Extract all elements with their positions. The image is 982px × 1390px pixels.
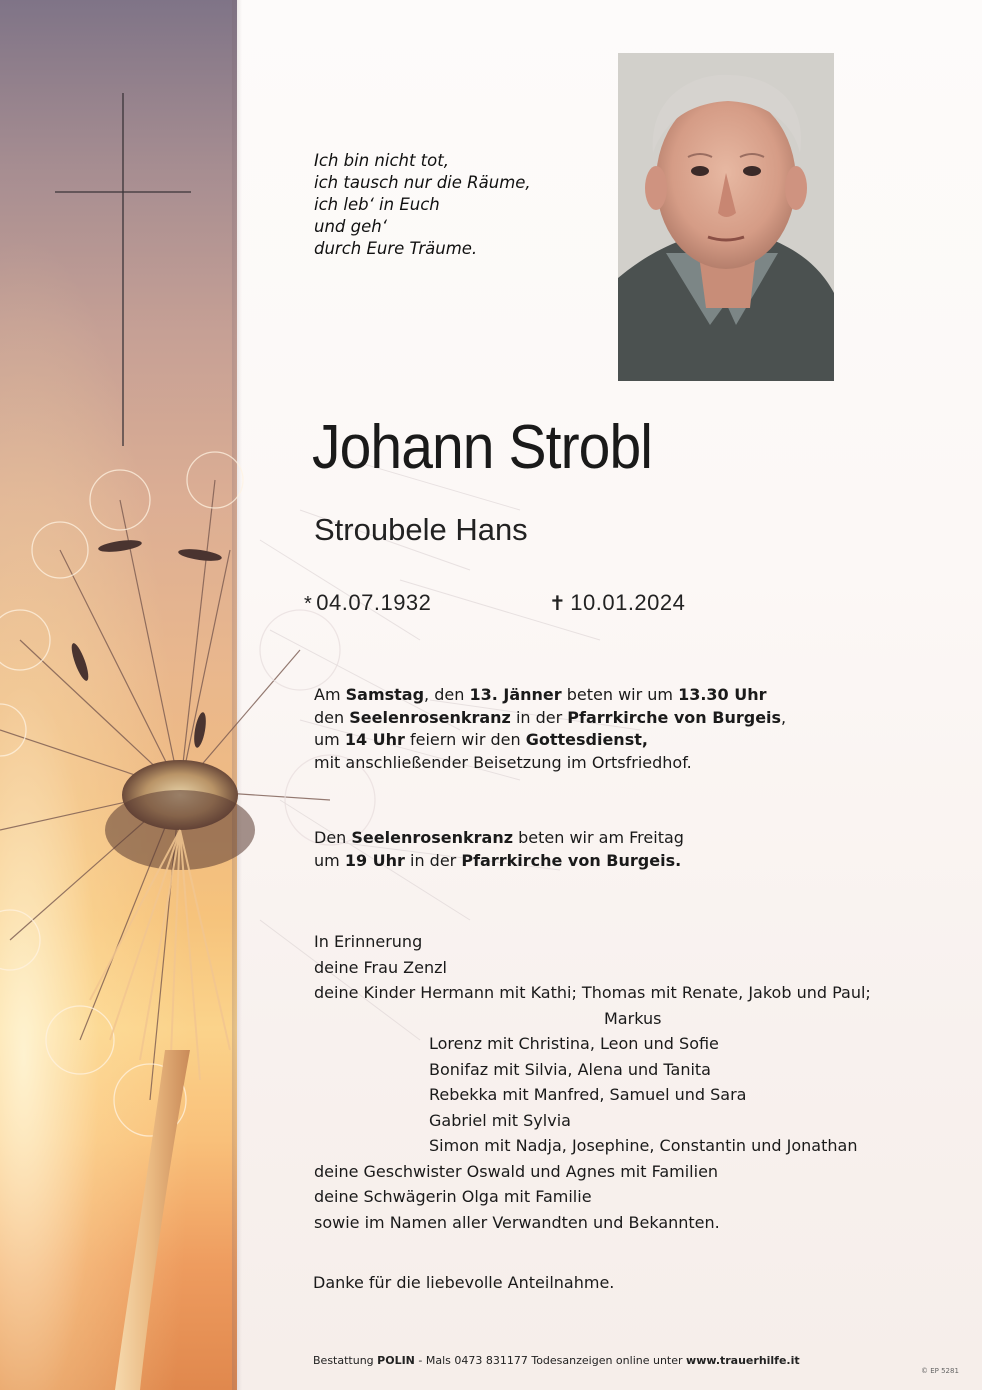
quote-line: ich leb‘ in Euch xyxy=(314,195,440,214)
funeral-home-name: POLIN xyxy=(377,1354,415,1367)
mourner-grandchildren: Bonifaz mit Silvia, Alena und Tanita xyxy=(429,1059,711,1079)
death-date xyxy=(549,590,685,616)
quote-line: und geh‘ xyxy=(314,217,387,236)
service-line-4: mit anschließender Beisetzung im Ortsfriedhof. xyxy=(314,752,692,772)
quote-line: ich tausch nur die Räume, xyxy=(314,173,531,192)
rosary-line-2: um 19 Uhr in der Pfarrkirche von Burgeis. xyxy=(314,850,682,870)
mourners-intro: In Erinnerung xyxy=(314,932,423,951)
death-date-value: 10.01.2024 xyxy=(570,590,686,615)
print-code: © EP 5281 xyxy=(921,1367,959,1375)
footer-funeral-home: Bestattung POLIN - Mals 0473 831177 Todesanzeigen online unter www.trauerhilfe.it xyxy=(313,1354,800,1367)
deceased-name: Johann Strobl xyxy=(312,413,653,482)
funeral-service-info xyxy=(314,684,786,774)
deceased-nickname: Stroubele Hans xyxy=(314,512,528,547)
quote-line: durch Eure Träume. xyxy=(314,239,478,258)
website-link[interactable]: www.trauerhilfe.it xyxy=(686,1354,800,1367)
quote-line: Ich bin nicht tot, xyxy=(314,151,449,170)
rosary-info xyxy=(314,827,684,872)
mourner-siblings: deine Geschwister Oswald und Agnes mit Familien xyxy=(314,1161,719,1181)
birth-date xyxy=(304,590,431,616)
mourner-children-cont: Markus xyxy=(604,1008,662,1028)
birth-date-value: 04.07.1932 xyxy=(316,590,432,615)
mourner-children: deine Kinder Hermann mit Kathi; Thomas mit Renate, Jakob und Paul; xyxy=(314,983,871,1002)
thanks-note: Danke für die liebevolle Anteilnahme. xyxy=(313,1273,615,1292)
service-line-2: den Seelenrosenkranz in der Pfarrkirche von Burgeis, xyxy=(314,707,787,727)
mourners-list xyxy=(314,929,871,1235)
mourner-grandchildren: Rebekka mit Manfred, Samuel und Sara xyxy=(429,1085,747,1104)
portrait-image xyxy=(618,53,834,381)
mourner-sister-in-law: deine Schwägerin Olga mit Familie xyxy=(314,1187,592,1206)
service-line-3: um 14 Uhr feiern wir den Gottesdienst, xyxy=(314,730,648,749)
portrait-photo xyxy=(618,53,834,381)
birth-star-icon: * xyxy=(304,593,313,615)
memorial-quote xyxy=(314,150,574,260)
mourner-relatives: sowie im Namen aller Verwandten und Bekannten. xyxy=(314,1212,720,1232)
mourner-grandchildren: Lorenz mit Christina, Leon und Sofie xyxy=(429,1034,719,1053)
mourner-grandchildren: Simon mit Nadja, Josephine, Constantin und Jonathan xyxy=(429,1136,858,1155)
rosary-line-1: Den Seelenrosenkranz beten wir am Freitag xyxy=(314,828,684,847)
cross-icon xyxy=(0,0,240,460)
service-line-1: Am Samstag, den 13. Jänner beten wir um 13.30 Uhr xyxy=(314,685,767,704)
mourner-wife: deine Frau Zenzl xyxy=(314,957,447,977)
mourner-grandchildren: Gabriel mit Sylvia xyxy=(429,1110,571,1130)
dandelion-illustration xyxy=(0,400,700,1390)
death-cross-icon: ✝ xyxy=(549,593,567,615)
